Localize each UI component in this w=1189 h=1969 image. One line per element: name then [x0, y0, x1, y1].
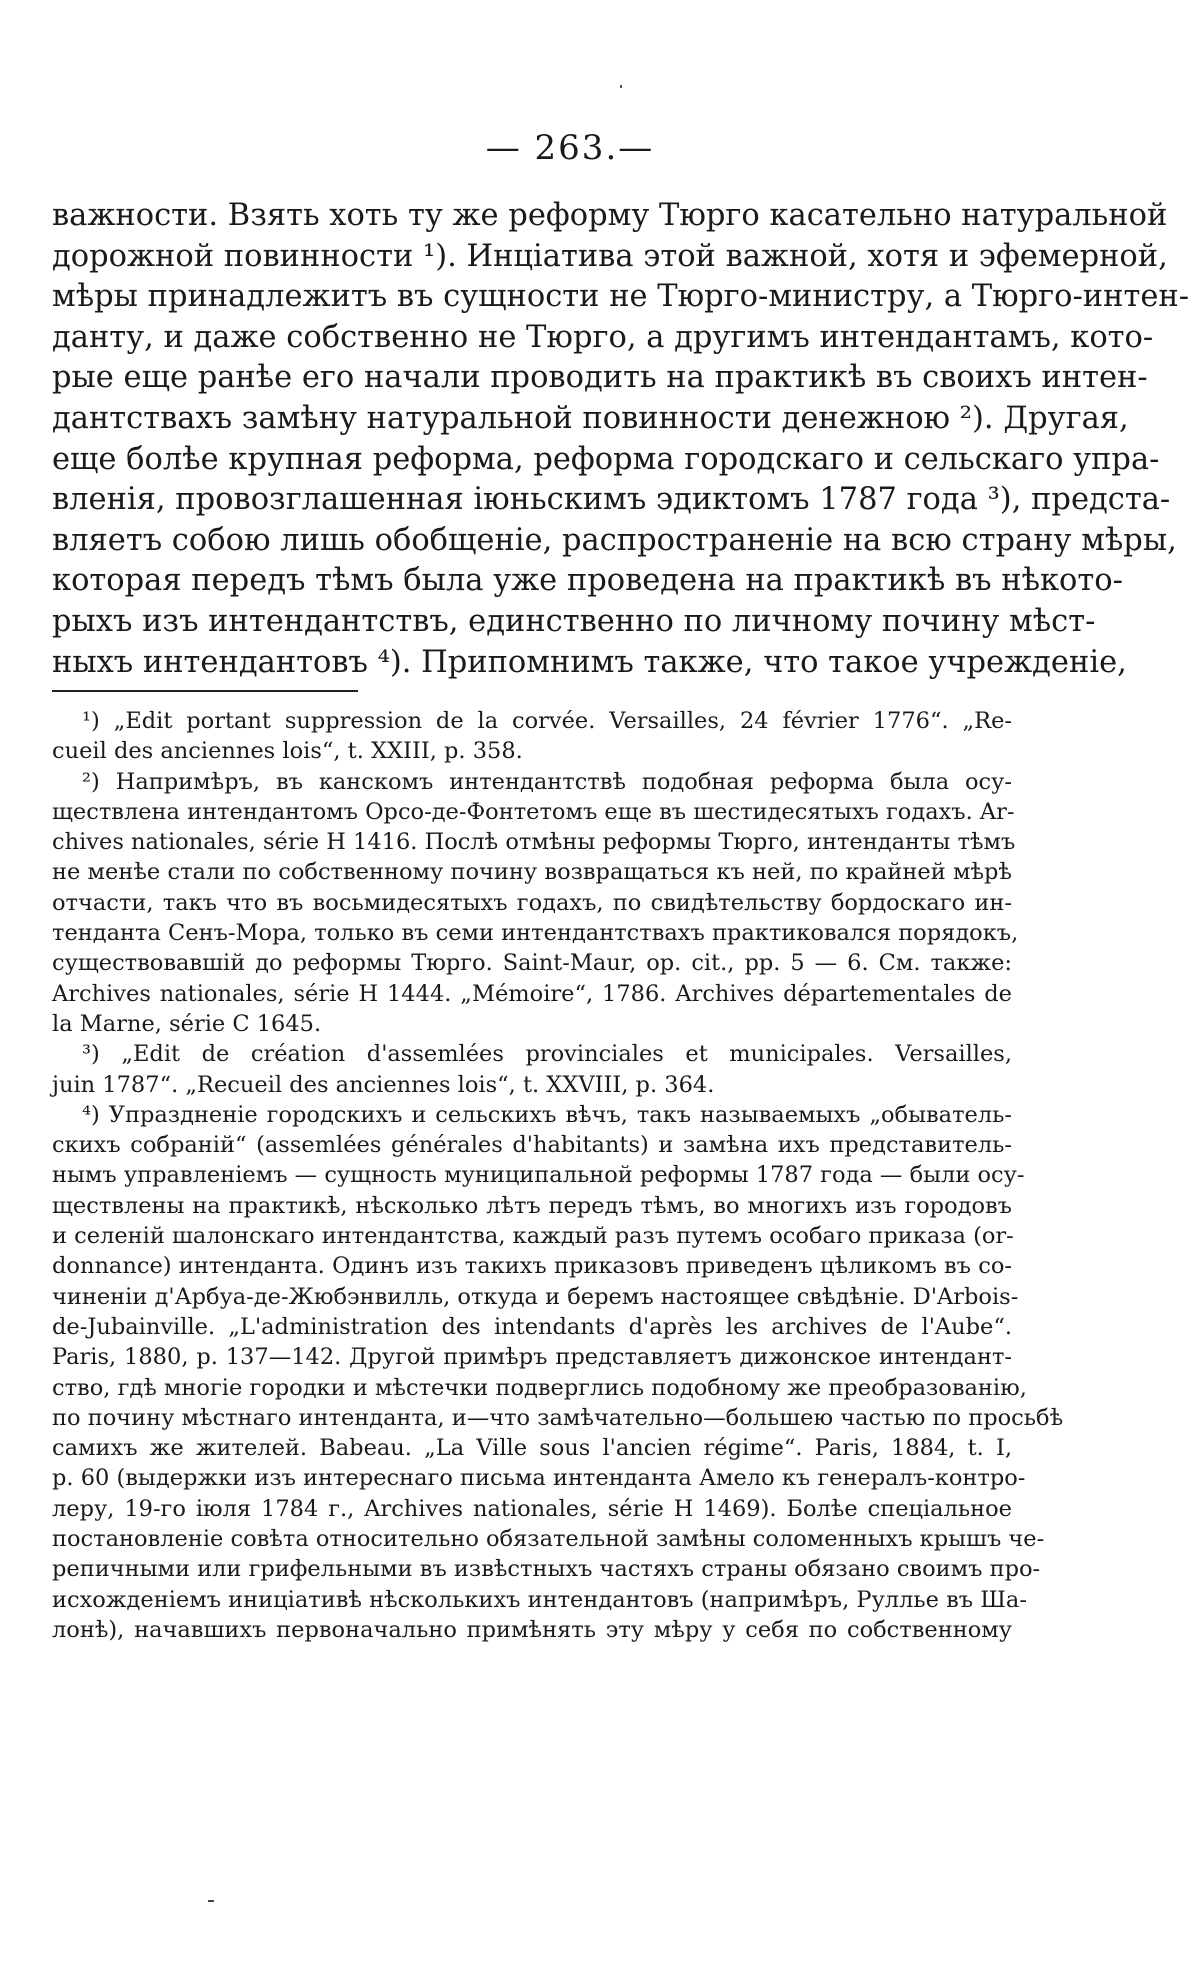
footnote-line: ществлены на практикѣ, нѣсколько лѣтъ передъ тѣмъ, во многихъ изъ городовъ	[52, 1192, 1012, 1219]
footnote-1	[52, 706, 1012, 767]
main-text-line: вленія, провозглашенная іюньскимъ эдиктомъ 1787 года ³), предста-	[52, 482, 1171, 518]
main-text-line: которая передъ тѣмъ была уже проведена на практикѣ въ нѣкото-	[52, 563, 1123, 599]
footnote-line: скихъ собраній“ (assemlées générales d'habitants) и замѣна ихъ представитель-	[52, 1132, 1012, 1159]
main-text-line: ныхъ интендантовъ ⁴). Припомнимъ также, что такое учрежденіе,	[52, 644, 1127, 680]
main-text-line: дорожной повинности ¹). Инціатива этой важной, хотя и эфемерной,	[52, 238, 1168, 274]
footnote-line: тенданта Сенъ-Мора, только въ семи интендантствахъ практиковался порядокъ,	[52, 920, 1019, 947]
main-text-line: еще болѣе крупная реформа, реформа городскаго и сельскаго упра-	[52, 441, 1160, 477]
footnote-3	[52, 1039, 1012, 1100]
main-text-line: дантствахъ замѣну натуральной повинности денежною ²). Другая,	[52, 400, 1129, 436]
footnote-line: ⁴) Упраздненіе городскихъ и сельскихъ вѣчъ, такъ называемыхъ „обыватель-	[82, 1101, 1012, 1128]
footnote-line: de-Jubainville. „L'administration des intendants d'après les archives de l'Aube“.	[52, 1313, 1012, 1340]
footnote-line: ство, гдѣ многіе городки и мѣстечки подверглись подобному же преобразованію,	[52, 1374, 1027, 1401]
main-text-line: рыхъ изъ интендантствъ, единственно по личному почину мѣст-	[52, 603, 1096, 639]
footnote-line: нымъ управленіемъ — сущность муниципальной реформы 1787 года — были осу-	[52, 1162, 1025, 1189]
main-text-line: мѣры принадлежитъ въ сущности не Тюрго-министру, а Тюрго-интен-	[52, 279, 1189, 315]
footnote-line: репичными или грифельными въ извѣстныхъ частяхъ страны обязано своимъ про-	[52, 1556, 1041, 1583]
footnote-line: лонѣ), начавшихъ первоначально примѣнять эту мѣру у себя по собственному	[52, 1616, 1012, 1643]
main-text-line: важности. Взять хоть ту же реформу Тюрго касательно натуральной	[52, 198, 1168, 233]
footnote-line: Paris, 1880, p. 137—142. Другой примѣръ представляетъ дижонское интендант-	[52, 1344, 1012, 1371]
footnote-line: cueil des anciennes lois“, t. XXIII, p. 358.	[52, 738, 523, 765]
footnote-line: постановленіе совѣта относительно обязательной замѣны соломенныхъ крышъ че-	[52, 1526, 1045, 1553]
main-text-line: рые еще ранѣе его начали проводить на практикѣ въ своихъ интен-	[52, 360, 1148, 396]
footnote-4	[52, 1100, 1064, 1645]
print-speck	[208, 1900, 214, 1902]
footnote-line: ³) „Edit de création d'assemlées provinciales et municipales. Versailles,	[82, 1041, 1012, 1068]
footnote-line: juin 1787“. „Recueil des anciennes lois“, t. XXVIII, p. 364.	[52, 1071, 715, 1098]
footnote-line: p. 60 (выдержки изъ интереснаго письма интенданта Амело къ генералъ-контро-	[52, 1465, 1026, 1492]
footnote-line: леру, 19-го іюля 1784 г., Archives nationales, série H 1469). Болѣе спеціальное	[52, 1495, 1012, 1522]
footnote-2	[52, 767, 1019, 1040]
print-speck	[620, 85, 622, 88]
main-text-line: вляетъ собою лишь обобщеніе, распространеніе на всю страну мѣры,	[52, 522, 1177, 558]
footnotes	[52, 706, 1064, 1645]
main-text	[52, 196, 1189, 683]
footnote-line: по почину мѣстнаго интенданта, и—что замѣчательно—большею частью по просьбѣ	[52, 1404, 1064, 1431]
footnote-line: ществлена интендантомъ Орсо-де-Фонтетомъ еще въ шестидесятыхъ годахъ. Ar-	[52, 798, 1015, 825]
page-number: — 263.—	[485, 128, 655, 168]
main-text-line: данту, и даже собственно не Тюрго, а другимъ интендантамъ, кото-	[52, 319, 1154, 355]
footnote-line: существовавшій до реформы Тюрго. Saint-Maur, op. cit., pp. 5 — 6. См. также:	[52, 950, 1012, 977]
footnote-line: ²) Напримѣръ, въ канскомъ интендантствѣ подобная реформа была осу-	[82, 768, 1012, 795]
footnote-divider	[52, 690, 358, 692]
footnote-line: отчасти, такъ что въ восьмидесятыхъ годахъ, по свидѣтельству бордоскаго ин-	[52, 889, 1012, 916]
footnote-line: чиненіи д'Арбуа-де-Жюбэнвилль, откуда и беремъ настоящее свѣдѣніе. D'Arbois-	[52, 1283, 1019, 1310]
footnote-line: не менѣе стали по собственному почину возвращаться къ ней, по крайней мѣрѣ	[52, 859, 1012, 886]
footnote-line: Archives nationales, série H 1444. „Mémoire“, 1786. Archives départementales de	[52, 980, 1012, 1007]
footnote-line: la Marne, série C 1645.	[52, 1010, 322, 1037]
footnote-line: chives nationales, série H 1416. Послѣ отмѣны реформы Тюрго, интенданты тѣмъ	[52, 829, 1016, 856]
footnote-line: donnance) интенданта. Одинъ изъ такихъ приказовъ приведенъ цѣликомъ въ со-	[52, 1253, 1012, 1280]
footnote-line: самихъ же жителей. Babeau. „La Ville sous l'ancien régime“. Paris, 1884, t. I,	[52, 1435, 1012, 1462]
footnote-line: исхожденіемъ иниціативѣ нѣсколькихъ интендантовъ (напримѣръ, Руллье въ Ша-	[52, 1586, 1027, 1613]
footnote-line: ¹) „Edit portant suppression de la corvée. Versailles, 24 février 1776“. „Re-	[82, 708, 1012, 734]
footnote-line: и селеній шалонскаго интендантства, каждый разъ путемъ особаго приказа (or-	[52, 1223, 1014, 1250]
